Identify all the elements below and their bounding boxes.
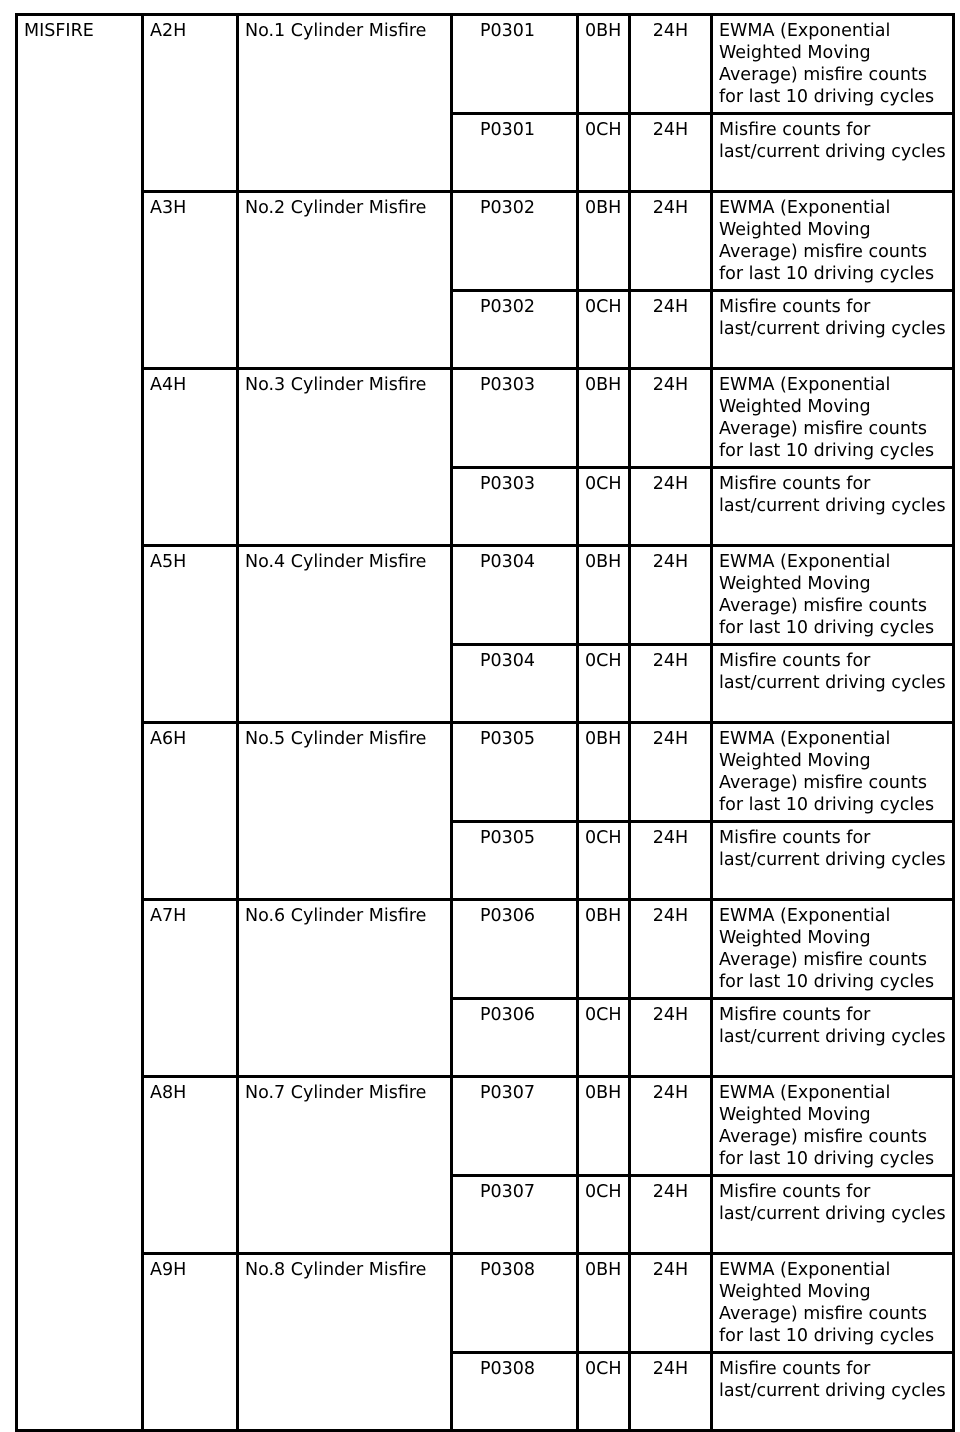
tid-cell: 0CH xyxy=(578,291,630,369)
table-row xyxy=(17,723,954,822)
tid-cell: 0CH xyxy=(578,645,630,723)
table-row xyxy=(17,546,954,645)
cid-cell: 24H xyxy=(630,645,712,723)
cid-cell: 24H xyxy=(630,291,712,369)
table-row xyxy=(17,15,954,114)
mid-cell: A6H xyxy=(143,723,238,900)
table-row xyxy=(17,1077,954,1176)
test-name-cell: No.1 Cylinder Misfire xyxy=(238,15,452,192)
test-name-cell: No.6 Cylinder Misfire xyxy=(238,900,452,1077)
mid-cell: A9H xyxy=(143,1254,238,1431)
misfire-monitor-table xyxy=(15,13,955,1432)
test-name-cell: No.2 Cylinder Misfire xyxy=(238,192,452,369)
dtc-cell: P0301 xyxy=(452,15,578,114)
cid-cell: 24H xyxy=(630,900,712,999)
dtc-cell: P0307 xyxy=(452,1077,578,1176)
description-cell: EWMA (Exponential Weighted Moving Average) misfire counts for last 10 driving cycles xyxy=(712,369,954,468)
tid-cell: 0CH xyxy=(578,822,630,900)
description-cell: Misfire counts for last/current driving cycles xyxy=(712,1176,954,1254)
monitor-name-cell: MISFIRE xyxy=(17,15,143,1431)
mid-cell: A3H xyxy=(143,192,238,369)
test-name-cell: No.5 Cylinder Misfire xyxy=(238,723,452,900)
tid-cell: 0BH xyxy=(578,723,630,822)
dtc-cell: P0307 xyxy=(452,1176,578,1254)
cid-cell: 24H xyxy=(630,192,712,291)
mid-cell: A8H xyxy=(143,1077,238,1254)
dtc-cell: P0303 xyxy=(452,369,578,468)
cid-cell: 24H xyxy=(630,15,712,114)
description-cell: Misfire counts for last/current driving cycles xyxy=(712,114,954,192)
test-name-cell: No.7 Cylinder Misfire xyxy=(238,1077,452,1254)
cid-cell: 24H xyxy=(630,1353,712,1431)
dtc-cell: P0302 xyxy=(452,291,578,369)
cid-cell: 24H xyxy=(630,723,712,822)
table-row xyxy=(17,900,954,999)
tid-cell: 0BH xyxy=(578,369,630,468)
tid-cell: 0BH xyxy=(578,900,630,999)
description-cell: EWMA (Exponential Weighted Moving Average) misfire counts for last 10 driving cycles xyxy=(712,900,954,999)
description-cell: Misfire counts for last/current driving cycles xyxy=(712,468,954,546)
dtc-cell: P0308 xyxy=(452,1353,578,1431)
dtc-cell: P0306 xyxy=(452,900,578,999)
description-cell: EWMA (Exponential Weighted Moving Average) misfire counts for last 10 driving cycles xyxy=(712,1077,954,1176)
tid-cell: 0BH xyxy=(578,546,630,645)
cid-cell: 24H xyxy=(630,822,712,900)
table-row xyxy=(17,192,954,291)
tid-cell: 0CH xyxy=(578,1353,630,1431)
cid-cell: 24H xyxy=(630,1176,712,1254)
tid-cell: 0CH xyxy=(578,468,630,546)
table-row xyxy=(17,369,954,468)
mid-cell: A5H xyxy=(143,546,238,723)
table-body xyxy=(17,15,954,1431)
mid-cell: A4H xyxy=(143,369,238,546)
dtc-cell: P0302 xyxy=(452,192,578,291)
cid-cell: 24H xyxy=(630,114,712,192)
test-name-cell: No.8 Cylinder Misfire xyxy=(238,1254,452,1431)
mid-cell: A7H xyxy=(143,900,238,1077)
description-cell: Misfire counts for last/current driving cycles xyxy=(712,1353,954,1431)
description-cell: Misfire counts for last/current driving cycles xyxy=(712,645,954,723)
cid-cell: 24H xyxy=(630,1077,712,1176)
mid-cell: A2H xyxy=(143,15,238,192)
tid-cell: 0CH xyxy=(578,999,630,1077)
dtc-cell: P0304 xyxy=(452,546,578,645)
table-row xyxy=(17,1254,954,1353)
dtc-cell: P0304 xyxy=(452,645,578,723)
description-cell: Misfire counts for last/current driving cycles xyxy=(712,291,954,369)
description-cell: EWMA (Exponential Weighted Moving Average) misfire counts for last 10 driving cycles xyxy=(712,723,954,822)
dtc-cell: P0306 xyxy=(452,999,578,1077)
description-cell: EWMA (Exponential Weighted Moving Average) misfire counts for last 10 driving cycles xyxy=(712,1254,954,1353)
dtc-cell: P0305 xyxy=(452,822,578,900)
cid-cell: 24H xyxy=(630,546,712,645)
tid-cell: 0BH xyxy=(578,1254,630,1353)
description-cell: EWMA (Exponential Weighted Moving Average) misfire counts for last 10 driving cycles xyxy=(712,15,954,114)
tid-cell: 0CH xyxy=(578,1176,630,1254)
description-cell: Misfire counts for last/current driving cycles xyxy=(712,822,954,900)
tid-cell: 0BH xyxy=(578,192,630,291)
dtc-cell: P0303 xyxy=(452,468,578,546)
test-name-cell: No.3 Cylinder Misfire xyxy=(238,369,452,546)
cid-cell: 24H xyxy=(630,369,712,468)
tid-cell: 0CH xyxy=(578,114,630,192)
dtc-cell: P0301 xyxy=(452,114,578,192)
dtc-cell: P0308 xyxy=(452,1254,578,1353)
description-cell: EWMA (Exponential Weighted Moving Average) misfire counts for last 10 driving cycles xyxy=(712,546,954,645)
description-cell: EWMA (Exponential Weighted Moving Average) misfire counts for last 10 driving cycles xyxy=(712,192,954,291)
cid-cell: 24H xyxy=(630,999,712,1077)
tid-cell: 0BH xyxy=(578,1077,630,1176)
test-name-cell: No.4 Cylinder Misfire xyxy=(238,546,452,723)
cid-cell: 24H xyxy=(630,468,712,546)
description-cell: Misfire counts for last/current driving cycles xyxy=(712,999,954,1077)
dtc-cell: P0305 xyxy=(452,723,578,822)
tid-cell: 0BH xyxy=(578,15,630,114)
cid-cell: 24H xyxy=(630,1254,712,1353)
